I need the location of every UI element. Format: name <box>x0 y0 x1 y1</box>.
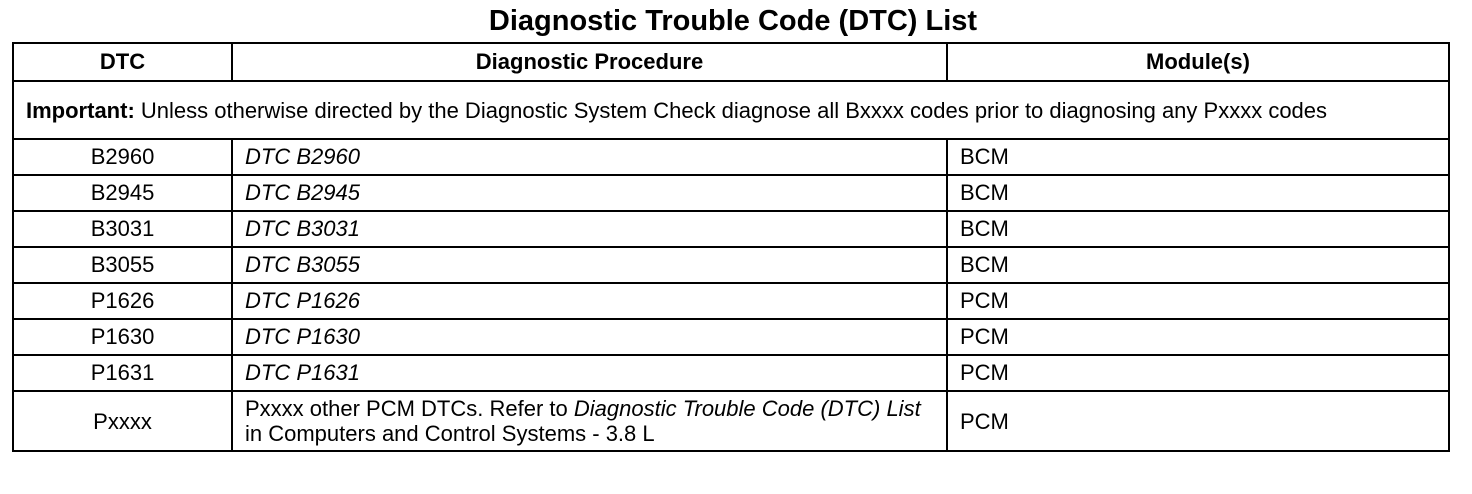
procedure-link[interactable]: Diagnostic Trouble Code (DTC) List <box>573 396 921 421</box>
procedure-suffix: in Computers and Control Systems - 3.8 L <box>245 421 655 446</box>
procedure-link[interactable]: DTC B3055 <box>232 247 947 283</box>
module-cell: BCM <box>947 211 1449 247</box>
dtc-cell: P1626 <box>13 283 232 319</box>
procedure-link[interactable]: DTC B3031 <box>232 211 947 247</box>
procedure-link[interactable]: DTC B2960 <box>232 139 947 175</box>
module-cell: BCM <box>947 247 1449 283</box>
module-cell: PCM <box>947 355 1449 391</box>
procedure-link[interactable]: DTC B2945 <box>232 175 947 211</box>
procedure-link[interactable]: DTC P1630 <box>232 319 947 355</box>
header-row <box>13 43 1449 81</box>
table-row <box>13 247 1449 283</box>
table-row <box>13 283 1449 319</box>
module-cell: BCM <box>947 139 1449 175</box>
table-row <box>13 391 1449 451</box>
dtc-table <box>12 42 1450 452</box>
dtc-cell: B2945 <box>13 175 232 211</box>
procedure-link[interactable]: DTC P1631 <box>232 355 947 391</box>
module-cell: PCM <box>947 319 1449 355</box>
note-row <box>13 81 1449 139</box>
procedure-prefix: Pxxxx other PCM DTCs. Refer to <box>245 396 574 421</box>
table-row <box>13 355 1449 391</box>
table-row <box>13 139 1449 175</box>
dtc-cell: B2960 <box>13 139 232 175</box>
module-cell: PCM <box>947 391 1449 451</box>
dtc-cell: Pxxxx <box>13 391 232 451</box>
column-header-modules: Module(s) <box>947 43 1449 81</box>
procedure-cell <box>232 391 947 451</box>
note-text: Unless otherwise directed by the Diagnostic System Check diagnose all Bxxxx codes prior to diagnosing any Pxxxx codes <box>134 97 1328 123</box>
table-row <box>13 211 1449 247</box>
page-title: Diagnostic Trouble Code (DTC) List <box>488 5 978 37</box>
note-label: Important: <box>26 97 135 123</box>
dtc-cell: B3055 <box>13 247 232 283</box>
column-header-dtc: DTC <box>13 43 232 81</box>
column-header-procedure: Diagnostic Procedure <box>232 43 947 81</box>
module-cell: PCM <box>947 283 1449 319</box>
table-row <box>13 319 1449 355</box>
dtc-cell: P1630 <box>13 319 232 355</box>
important-note <box>13 81 1449 139</box>
dtc-cell: P1631 <box>13 355 232 391</box>
table-row <box>13 175 1449 211</box>
procedure-link[interactable]: DTC P1626 <box>232 283 947 319</box>
module-cell: BCM <box>947 175 1449 211</box>
dtc-cell: B3031 <box>13 211 232 247</box>
